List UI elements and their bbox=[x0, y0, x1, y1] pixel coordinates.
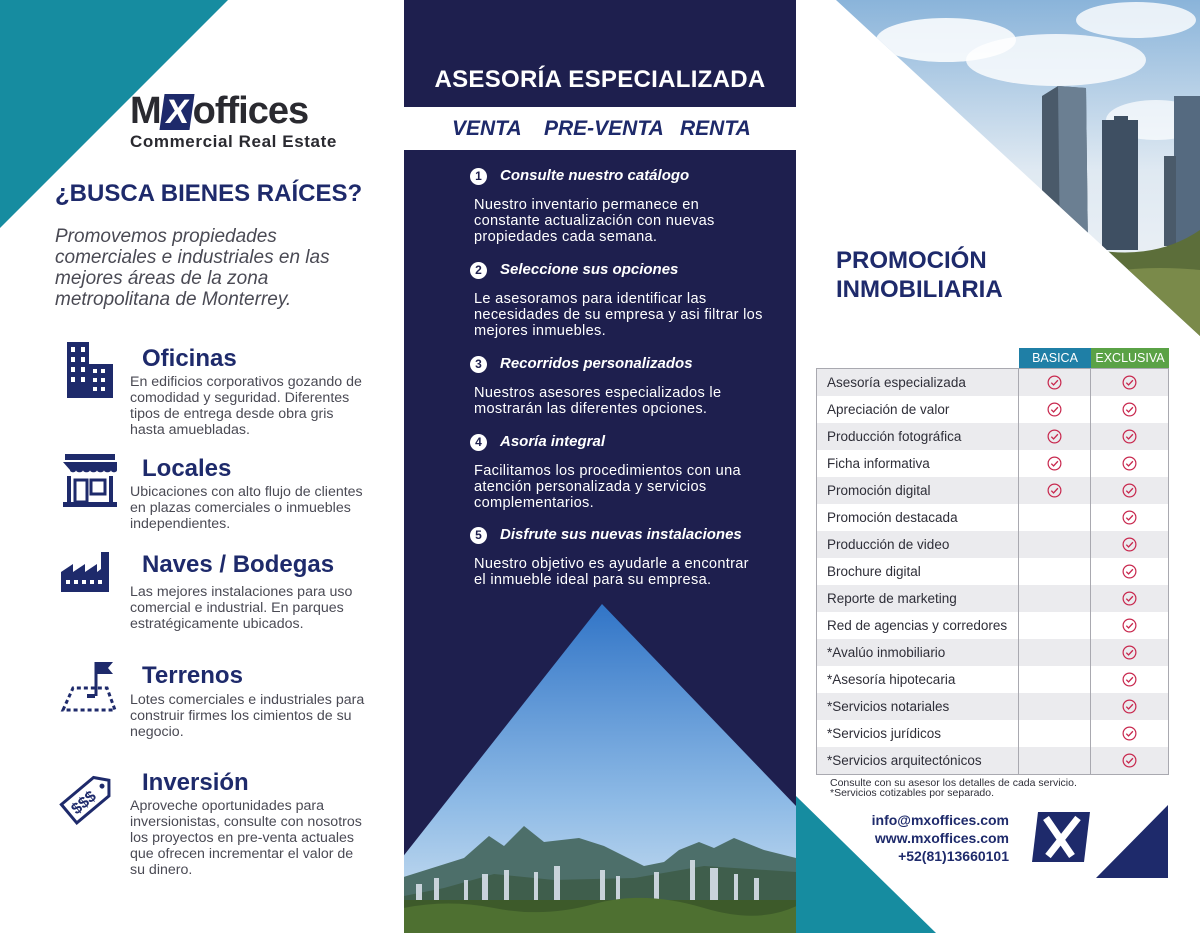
service-label: *Servicios arquitectónicos bbox=[827, 753, 982, 768]
check-icon bbox=[1122, 672, 1137, 687]
service-label: *Avalúo inmobiliario bbox=[827, 645, 946, 660]
service-label: Red de agencias y corredores bbox=[827, 618, 1008, 633]
basica-cell bbox=[1018, 747, 1090, 774]
step-description: Facilitamos los procedimientos con una atención personalizada y servicios complementarios. bbox=[474, 463, 741, 511]
price-tag-icon bbox=[59, 765, 119, 825]
services-table bbox=[816, 348, 1169, 775]
headline: ¿BUSCA BIENES RAÍCES? bbox=[55, 180, 363, 207]
table-notes: Consulte con su asesor los detalles de cada servicio. *Servicios cotizables por separado. bbox=[830, 777, 1077, 799]
step-description: Nuestro inventario permanece en constante actualización con nuevas propiedades cada semana. bbox=[474, 197, 715, 245]
basica-cell bbox=[1018, 585, 1090, 612]
table-body bbox=[816, 368, 1169, 775]
exclusiva-cell bbox=[1090, 639, 1168, 666]
check-icon bbox=[1122, 402, 1137, 417]
basica-cell bbox=[1018, 504, 1090, 531]
service-label: Ficha informativa bbox=[827, 456, 930, 471]
footer-navy-triangle bbox=[1096, 805, 1168, 878]
step-title: Recorridos personalizados bbox=[500, 355, 693, 372]
check-icon bbox=[1122, 699, 1137, 714]
exclusiva-cell bbox=[1090, 666, 1168, 693]
logo-x-mark: X bbox=[159, 94, 194, 130]
basica-cell bbox=[1018, 369, 1090, 396]
table-row bbox=[817, 531, 1168, 558]
check-icon bbox=[1122, 564, 1137, 579]
middle-panel bbox=[404, 0, 796, 933]
table-row bbox=[817, 504, 1168, 531]
step-description: Nuestros asesores especializados le mostrarán las diferentes opciones. bbox=[474, 385, 722, 417]
service-label: *Servicios notariales bbox=[827, 699, 950, 714]
check-icon bbox=[1047, 375, 1062, 390]
exclusiva-cell bbox=[1090, 369, 1168, 396]
svg-text:$$$: $$$ bbox=[68, 787, 100, 819]
check-icon bbox=[1122, 726, 1137, 741]
check-icon bbox=[1047, 402, 1062, 417]
step-number-badge: 4 bbox=[470, 434, 487, 451]
feature-description: Las mejores instalaciones para uso comercial e industrial. En parques estratégicamente ubicados. bbox=[130, 584, 353, 632]
feature-title: Locales bbox=[142, 455, 232, 482]
feature-description: Ubicaciones con alto flujo de clientes en plazas comerciales o inmuebles independientes. bbox=[130, 484, 363, 532]
service-modes-band bbox=[404, 107, 796, 150]
check-icon bbox=[1122, 483, 1137, 498]
check-icon bbox=[1047, 456, 1062, 471]
table-row bbox=[817, 612, 1168, 639]
check-icon bbox=[1122, 510, 1137, 525]
basica-cell bbox=[1018, 612, 1090, 639]
table-row bbox=[817, 396, 1168, 423]
table-row bbox=[817, 693, 1168, 720]
check-icon bbox=[1122, 456, 1137, 471]
exclusiva-cell bbox=[1090, 450, 1168, 477]
step-number-badge: 5 bbox=[470, 527, 487, 544]
service-label: Promoción destacada bbox=[827, 510, 958, 525]
exclusiva-cell bbox=[1090, 612, 1168, 639]
step-description: Nuestro objetivo es ayudarle a encontrar el inmueble ideal para su empresa. bbox=[474, 556, 749, 588]
feature-title: Oficinas bbox=[142, 345, 237, 372]
basica-cell bbox=[1018, 720, 1090, 747]
service-label: Producción fotográfica bbox=[827, 429, 962, 444]
table-header bbox=[816, 348, 1169, 368]
feature-description: Lotes comerciales e industriales para construir firmes los cimientos de su negocio. bbox=[130, 692, 365, 740]
exclusiva-cell bbox=[1090, 423, 1168, 450]
table-row bbox=[817, 639, 1168, 666]
storefront-icon bbox=[59, 450, 119, 510]
table-row bbox=[817, 747, 1168, 774]
check-icon bbox=[1122, 375, 1137, 390]
step-title: Asoría integral bbox=[500, 433, 606, 450]
basica-cell bbox=[1018, 639, 1090, 666]
office-buildings-icon bbox=[59, 340, 119, 400]
service-label: Apreciación de valor bbox=[827, 402, 950, 417]
service-label: Asesoría especializada bbox=[827, 375, 966, 390]
exclusiva-cell bbox=[1090, 747, 1168, 774]
left-panel bbox=[0, 0, 404, 933]
intro-text: Promovemos propiedades comerciales e industriales en las mejores áreas de la zona metropolitana de Monterrey. bbox=[55, 226, 330, 310]
feature-description: Aproveche oportunidades para inversionistas, consulte con nosotros los proyectos en pre-venta actuales que ofrecen incrementar el valor de su dinero. bbox=[130, 798, 362, 878]
exclusiva-cell bbox=[1090, 396, 1168, 423]
check-icon bbox=[1122, 429, 1137, 444]
service-label: Producción de video bbox=[827, 537, 950, 552]
basica-cell bbox=[1018, 450, 1090, 477]
land-flag-icon bbox=[59, 658, 119, 718]
mode-pre-venta: PRE-VENTA bbox=[544, 117, 664, 140]
table-row bbox=[817, 369, 1168, 396]
basica-cell bbox=[1018, 558, 1090, 585]
promo-title: PROMOCIÓN INMOBILIARIA bbox=[836, 247, 1003, 303]
feature-title: Inversión bbox=[142, 769, 249, 796]
step-description: Le asesoramos para identificar las necesidades de su empresa y asi filtrar los mejores inmuebles. bbox=[474, 291, 763, 339]
logo-tagline: Commercial Real Estate bbox=[130, 132, 337, 151]
footer-graphics bbox=[796, 796, 1200, 933]
email-link[interactable]: info@mxoffices.com bbox=[871, 812, 1009, 828]
right-panel bbox=[796, 0, 1200, 933]
check-icon bbox=[1122, 537, 1137, 552]
feature-description: En edificios corporativos gozando de comodidad y seguridad. Diferentes tipos de entrega desde obra gris hasta amuebladas. bbox=[130, 374, 362, 438]
step-title: Seleccione sus opciones bbox=[500, 261, 679, 278]
logo-wordmark: M X offices bbox=[130, 90, 309, 132]
step-number-badge: 2 bbox=[470, 262, 487, 279]
step-title: Disfrute sus nuevas instalaciones bbox=[500, 526, 742, 543]
basica-cell bbox=[1018, 477, 1090, 504]
service-label: Brochure digital bbox=[827, 564, 921, 579]
check-icon bbox=[1122, 591, 1137, 606]
check-icon bbox=[1122, 618, 1137, 633]
step-title: Consulte nuestro catálogo bbox=[500, 167, 690, 184]
service-label: Reporte de marketing bbox=[827, 591, 957, 606]
column-exclusiva: EXCLUSIVA bbox=[1091, 348, 1169, 368]
exclusiva-cell bbox=[1090, 558, 1168, 585]
mode-renta: RENTA bbox=[680, 117, 751, 140]
exclusiva-cell bbox=[1090, 477, 1168, 504]
service-label: *Asesoría hipotecaria bbox=[827, 672, 956, 687]
table-row bbox=[817, 450, 1168, 477]
table-row bbox=[817, 558, 1168, 585]
basica-cell bbox=[1018, 693, 1090, 720]
exclusiva-cell bbox=[1090, 693, 1168, 720]
exclusiva-cell bbox=[1090, 531, 1168, 558]
step-number-badge: 1 bbox=[470, 168, 487, 185]
mode-venta: VENTA bbox=[452, 117, 522, 140]
check-icon bbox=[1047, 429, 1062, 444]
table-row bbox=[817, 720, 1168, 747]
table-row bbox=[817, 666, 1168, 693]
exclusiva-cell bbox=[1090, 585, 1168, 612]
basica-cell bbox=[1018, 396, 1090, 423]
exclusiva-cell bbox=[1090, 504, 1168, 531]
service-label: Promoción digital bbox=[827, 483, 931, 498]
column-basica: BASICA bbox=[1019, 348, 1091, 368]
exclusiva-cell bbox=[1090, 720, 1168, 747]
step-number-badge: 3 bbox=[470, 356, 487, 373]
feature-title: Naves / Bodegas bbox=[142, 551, 335, 578]
service-label: *Servicios jurídicos bbox=[827, 726, 942, 741]
basica-cell bbox=[1018, 666, 1090, 693]
mxoffices-logo bbox=[130, 92, 360, 152]
section-title: ASESORÍA ESPECIALIZADA bbox=[434, 66, 766, 93]
table-row bbox=[817, 423, 1168, 450]
feature-title: Terrenos bbox=[142, 662, 243, 689]
basica-cell bbox=[1018, 531, 1090, 558]
phone-number[interactable]: +52(81)13660101 bbox=[898, 848, 1009, 864]
check-icon bbox=[1122, 753, 1137, 768]
table-row bbox=[817, 477, 1168, 504]
website-link[interactable]: www.mxoffices.com bbox=[874, 830, 1009, 846]
table-row bbox=[817, 585, 1168, 612]
mx-emblem-icon bbox=[1032, 812, 1090, 862]
check-icon bbox=[1122, 645, 1137, 660]
footer-teal-triangle bbox=[796, 796, 936, 933]
factory-icon bbox=[59, 546, 119, 606]
check-icon bbox=[1047, 483, 1062, 498]
basica-cell bbox=[1018, 423, 1090, 450]
